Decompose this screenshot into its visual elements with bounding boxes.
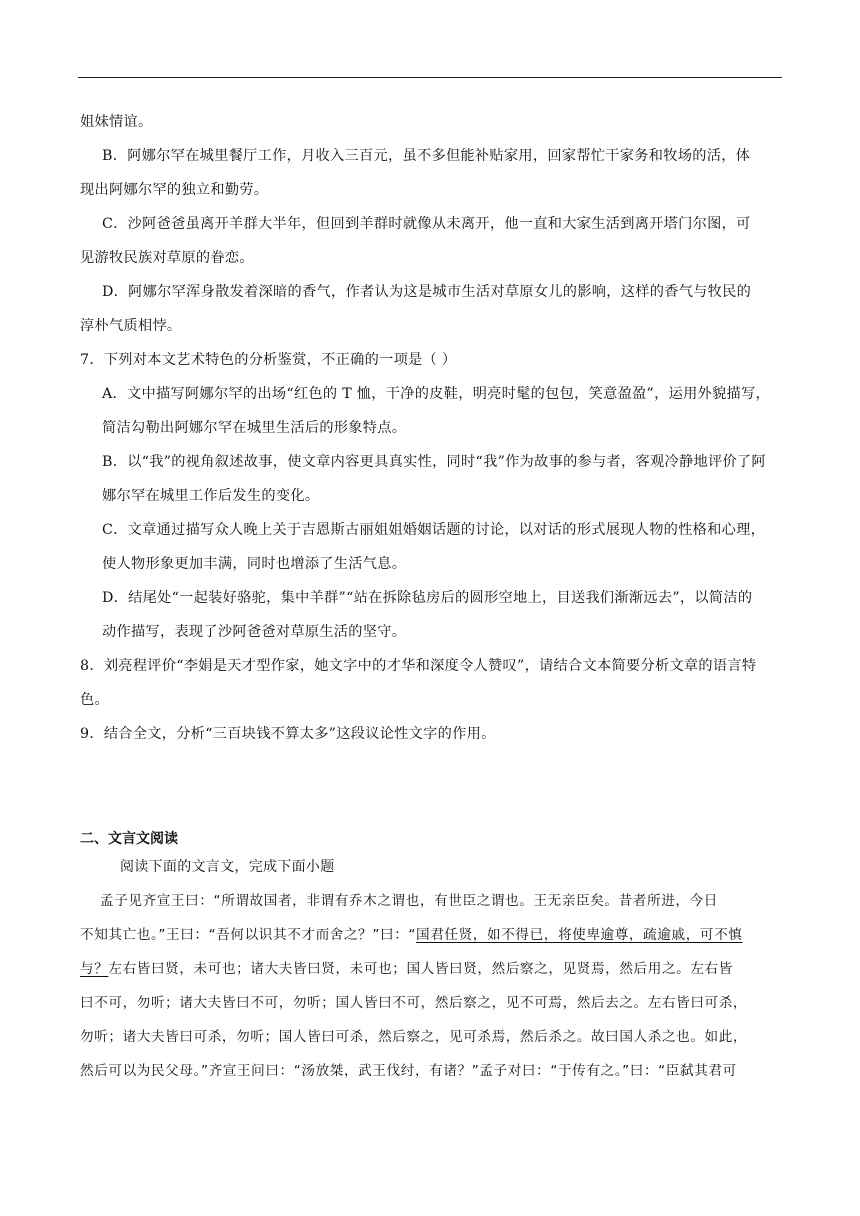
q7-option-c: C．文章通过描写众人晚上关于吉恩斯古丽姐姐婚姻话题的讨论，以对话的形式展现人物的性格和心理， bbox=[102, 522, 766, 538]
text-line: 色。 bbox=[80, 692, 109, 708]
text-line: 使人物形象更加丰满，同时也增添了生活气息。 bbox=[102, 556, 407, 572]
passage-line: 孟子见齐宣王曰：“所谓故国者，非谓有乔木之谓也，有世臣之谓也。王无亲臣矣。昔者所进，今日 bbox=[100, 893, 718, 909]
question-9: 9．结合全文，分析“三百块钱不算太多”这段议论性文字的作用。 bbox=[80, 726, 496, 742]
passage-line: 曰不可，勿听；诸大夫皆曰不可，勿听；国人皆曰不可，然后察之，见不可焉，然后去之。左右皆曰可杀， bbox=[80, 995, 748, 1011]
header-rule bbox=[78, 77, 782, 78]
passage-line bbox=[80, 925, 743, 945]
underlined-sentence: 与？ bbox=[80, 961, 109, 977]
text-line: 姐妹情谊。 bbox=[80, 114, 153, 130]
underlined-sentence: 国君任贤，如不得已，将使卑逾尊，疏逾戚，可不慎 bbox=[416, 927, 743, 943]
question-7: 7．下列对本文艺术特色的分析鉴赏，不正确的一项是（ ） bbox=[80, 352, 457, 368]
passage-line bbox=[80, 959, 733, 979]
section-heading: 二、文言文阅读 bbox=[80, 831, 178, 847]
option-b-line: B．阿娜尔罕在城里餐厅工作，月收入三百元，虽不多但能补贴家用，回家帮忙干家务和牧场的活，体 bbox=[102, 148, 751, 164]
text-line: 现出阿娜尔罕的独立和勤劳。 bbox=[80, 182, 269, 198]
q7-option-d: D．结尾处“一起装好骆驼，集中羊群”“站在拆除毡房后的圆形空地上，目送我们渐渐远去”，以简洁的 bbox=[102, 590, 753, 606]
passage-line: 然后可以为民父母。”齐宣王问曰：“汤放桀，武王伐纣，有诸？”孟子对曰：“于传有之。”曰：“臣弑其君可 bbox=[80, 1063, 737, 1079]
question-8: 8．刘亮程评价“李娟是天才型作家，她文字中的才华和深度令人赞叹”，请结合文本简要分析文章的语言特 bbox=[80, 658, 757, 674]
passage-text: 左右皆曰贤，未可也；诸大夫皆曰贤，未可也；国人皆曰贤，然后察之，见贤焉，然后用之。左右皆 bbox=[108, 961, 733, 977]
passage-line: 勿听；诸大夫皆曰可杀，勿听；国人皆曰可杀，然后察之，见可杀焉，然后杀之。故曰国人杀之也。如此， bbox=[80, 1029, 748, 1045]
section-instruction: 阅读下面的文言文，完成下面小题 bbox=[120, 859, 335, 875]
option-d-line: D．阿娜尔罕浑身散发着深暗的香气，作者认为这是城市生活对草原女儿的影响，这样的香气与牧民的 bbox=[102, 284, 752, 300]
q7-option-a: A．文中描写阿娜尔罕的出场“红色的 T 恤，干净的皮鞋，明亮时髦的包包，笑意盈盈”，运用外貌描写， bbox=[102, 386, 770, 402]
option-c-line: C．沙阿爸爸虽离开羊群大半年，但回到羊群时就像从未离开，他一直和大家生活到离开塔门尔图，可 bbox=[102, 216, 751, 232]
text-line: 动作描写，表现了沙阿爸爸对草原生活的坚守。 bbox=[102, 624, 407, 640]
text-line: 娜尔罕在城里工作后发生的变化。 bbox=[102, 488, 320, 504]
text-line: 见游牧民族对草原的眷恋。 bbox=[80, 250, 254, 266]
text-line: 淳朴气质相悖。 bbox=[80, 318, 182, 334]
text-line: 简洁勾勒出阿娜尔罕在城里生活后的形象特点。 bbox=[102, 420, 407, 436]
passage-text: 不知其亡也。”王曰：“吾何以识其不才而舍之？”曰：“ bbox=[80, 927, 417, 943]
q7-option-b: B．以“我”的视角叙述故事，使文章内容更具真实性，同时“我”作为故事的参与者，客观冷静地评价了阿 bbox=[102, 454, 766, 470]
